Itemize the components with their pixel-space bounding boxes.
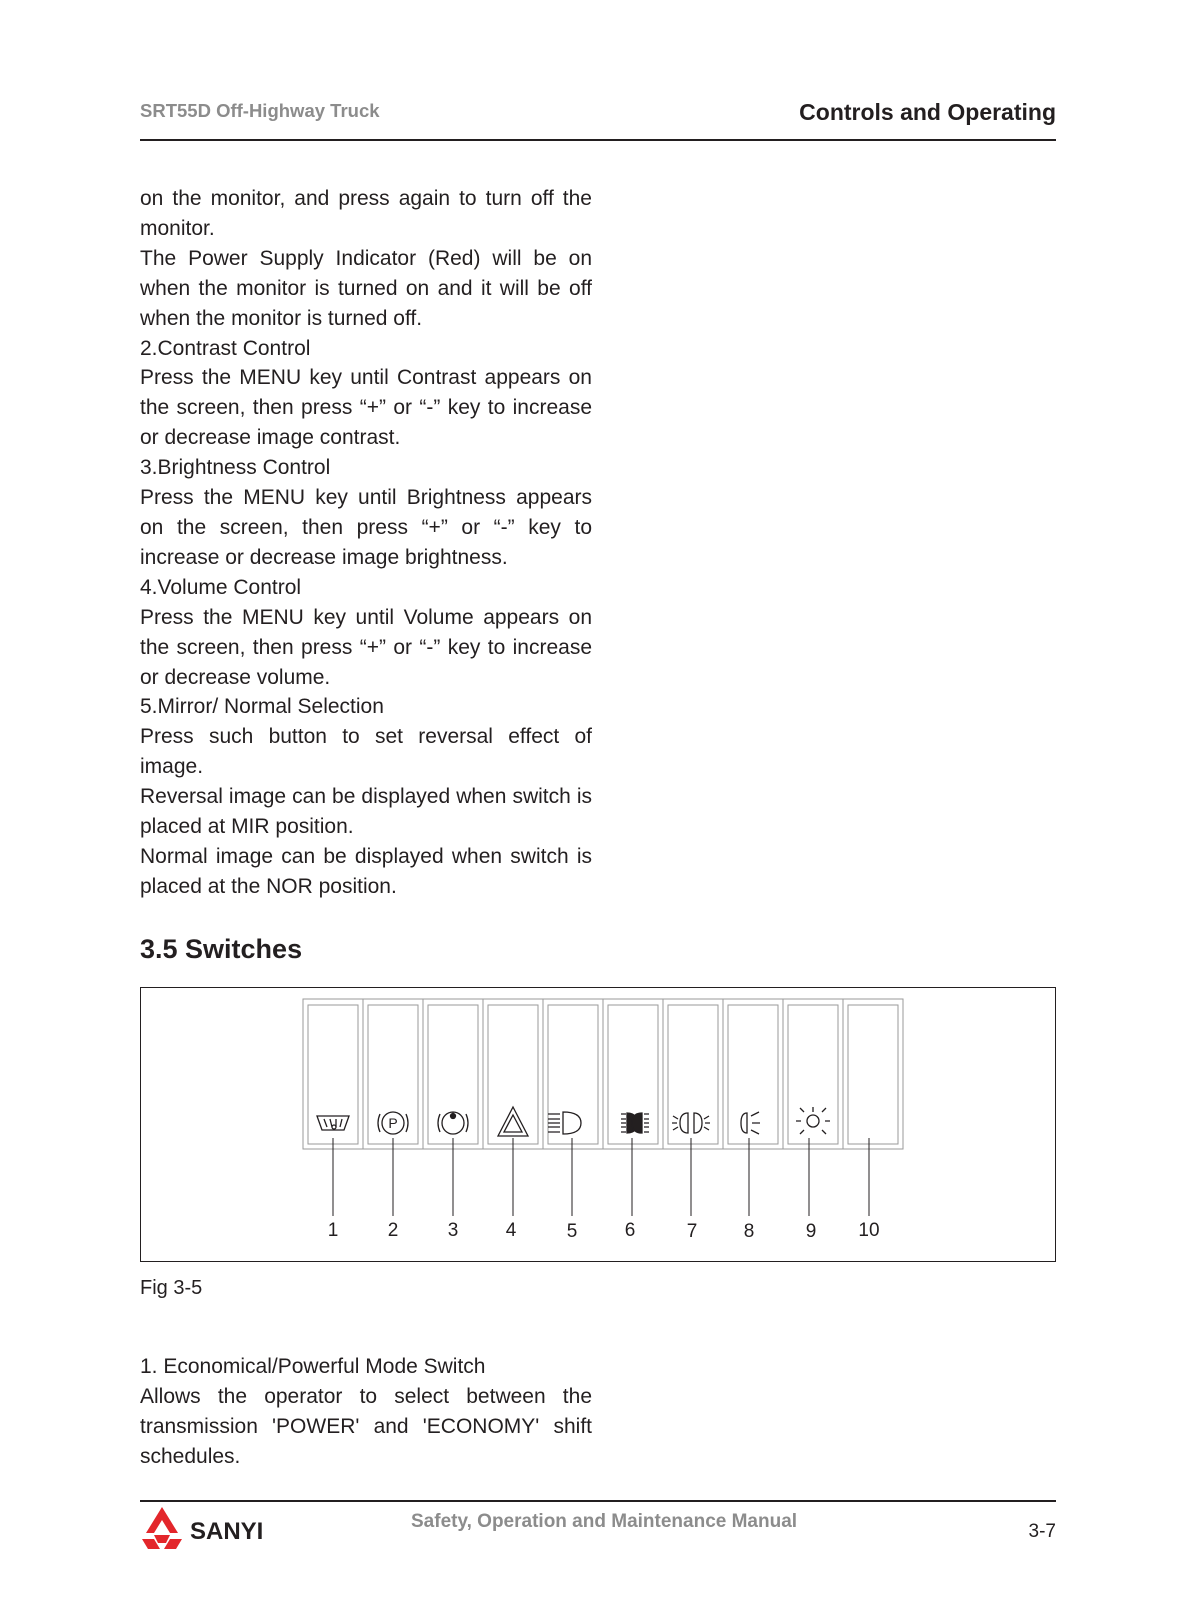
paragraph: Normal image can be displayed when switch is placed at the NOR position. xyxy=(140,844,592,898)
page-number: 3-7 xyxy=(1028,1521,1056,1542)
paragraph: Reversal image can be displayed when switch is placed at MIR position. xyxy=(140,785,592,839)
mode-switch-icon xyxy=(317,1116,349,1130)
sanyi-logo-mark xyxy=(140,1503,285,1551)
callout-number: 5 xyxy=(566,1221,578,1242)
footer-manual-title: Safety, Operation and Maintenance Manual xyxy=(411,1511,798,1532)
hazard-warning-icon xyxy=(498,1107,528,1136)
position-lamp-icon xyxy=(672,1113,710,1133)
logo-text: SANYI xyxy=(190,1518,264,1545)
switch-panel-diagram xyxy=(141,988,1055,1261)
header-document-title: SRT55D Off-Highway Truck xyxy=(140,100,380,121)
callout-number: 6 xyxy=(624,1220,636,1241)
callout-number: 3 xyxy=(447,1220,459,1241)
paragraph: Press the MENU key until Volume appears on the screen, then press “+” or “-” key to increase or decrease volume. xyxy=(140,605,592,689)
switch-8-frame xyxy=(723,999,783,1149)
subheading-volume: 4.Volume Control xyxy=(140,575,302,599)
paragraph: Press the MENU key until Brightness appears on the screen, then press “+” or “-” key to increase or decrease image brightness. xyxy=(140,486,592,569)
interior-light-icon xyxy=(796,1107,830,1134)
subheading-mirror: 5.Mirror/ Normal Selection xyxy=(140,695,384,719)
parking-brake-icon-letter: P xyxy=(388,1115,398,1131)
high-beam-icon xyxy=(548,1112,581,1134)
paragraph: Press such button to set reversal effect of image. xyxy=(140,725,592,779)
subheading-mode-switch: 1. Economical/Powerful Mode Switch xyxy=(140,1355,486,1378)
fog-lamp-icon xyxy=(621,1113,649,1133)
section-title: 3.5 Switches xyxy=(140,934,303,964)
switch-panel-figure xyxy=(140,987,1056,1262)
sanyi-logo xyxy=(140,1503,285,1551)
callout-number: 8 xyxy=(743,1221,755,1242)
work-lamp-icon xyxy=(741,1112,760,1134)
callout-number: 1 xyxy=(327,1220,339,1241)
paragraph: on the monitor, and press again to turn off the monitor. xyxy=(140,187,592,240)
callout-number: 2 xyxy=(387,1220,399,1241)
header-chapter-title: Controls and Operating xyxy=(799,99,1056,125)
subheading-contrast: 2.Contrast Control xyxy=(140,336,311,360)
footer-rule xyxy=(140,1500,1056,1502)
body-text-lower xyxy=(140,1352,592,1472)
header-rule xyxy=(140,139,1056,141)
switch-3-frame xyxy=(423,999,483,1149)
paragraph: The Power Supply Indicator (Red) will be on when the monitor is turned on and it will be off when the monitor is turned off. xyxy=(140,246,592,330)
switch-1-frame xyxy=(303,999,363,1149)
callout-number: 10 xyxy=(858,1220,880,1241)
callout-number: 4 xyxy=(505,1220,517,1241)
switch-10-frame xyxy=(843,999,903,1149)
subheading-brightness: 3.Brightness Control xyxy=(140,456,331,480)
callout-number: 7 xyxy=(686,1221,698,1242)
figure-caption: Fig 3-5 xyxy=(140,1277,203,1299)
retarder-icon xyxy=(438,1112,468,1134)
body-text-upper xyxy=(140,184,592,902)
callout-number: 9 xyxy=(805,1221,817,1242)
switch-4-frame xyxy=(483,999,543,1149)
switch-7-frame xyxy=(663,999,723,1149)
paragraph: Press the MENU key until Contrast appears on the screen, then press “+” or “-” key to increase or decrease image contrast. xyxy=(140,366,592,450)
paragraph: Allows the operator to select between the transmission 'POWER' and 'ECONOMY' shift schedules. xyxy=(140,1384,592,1468)
